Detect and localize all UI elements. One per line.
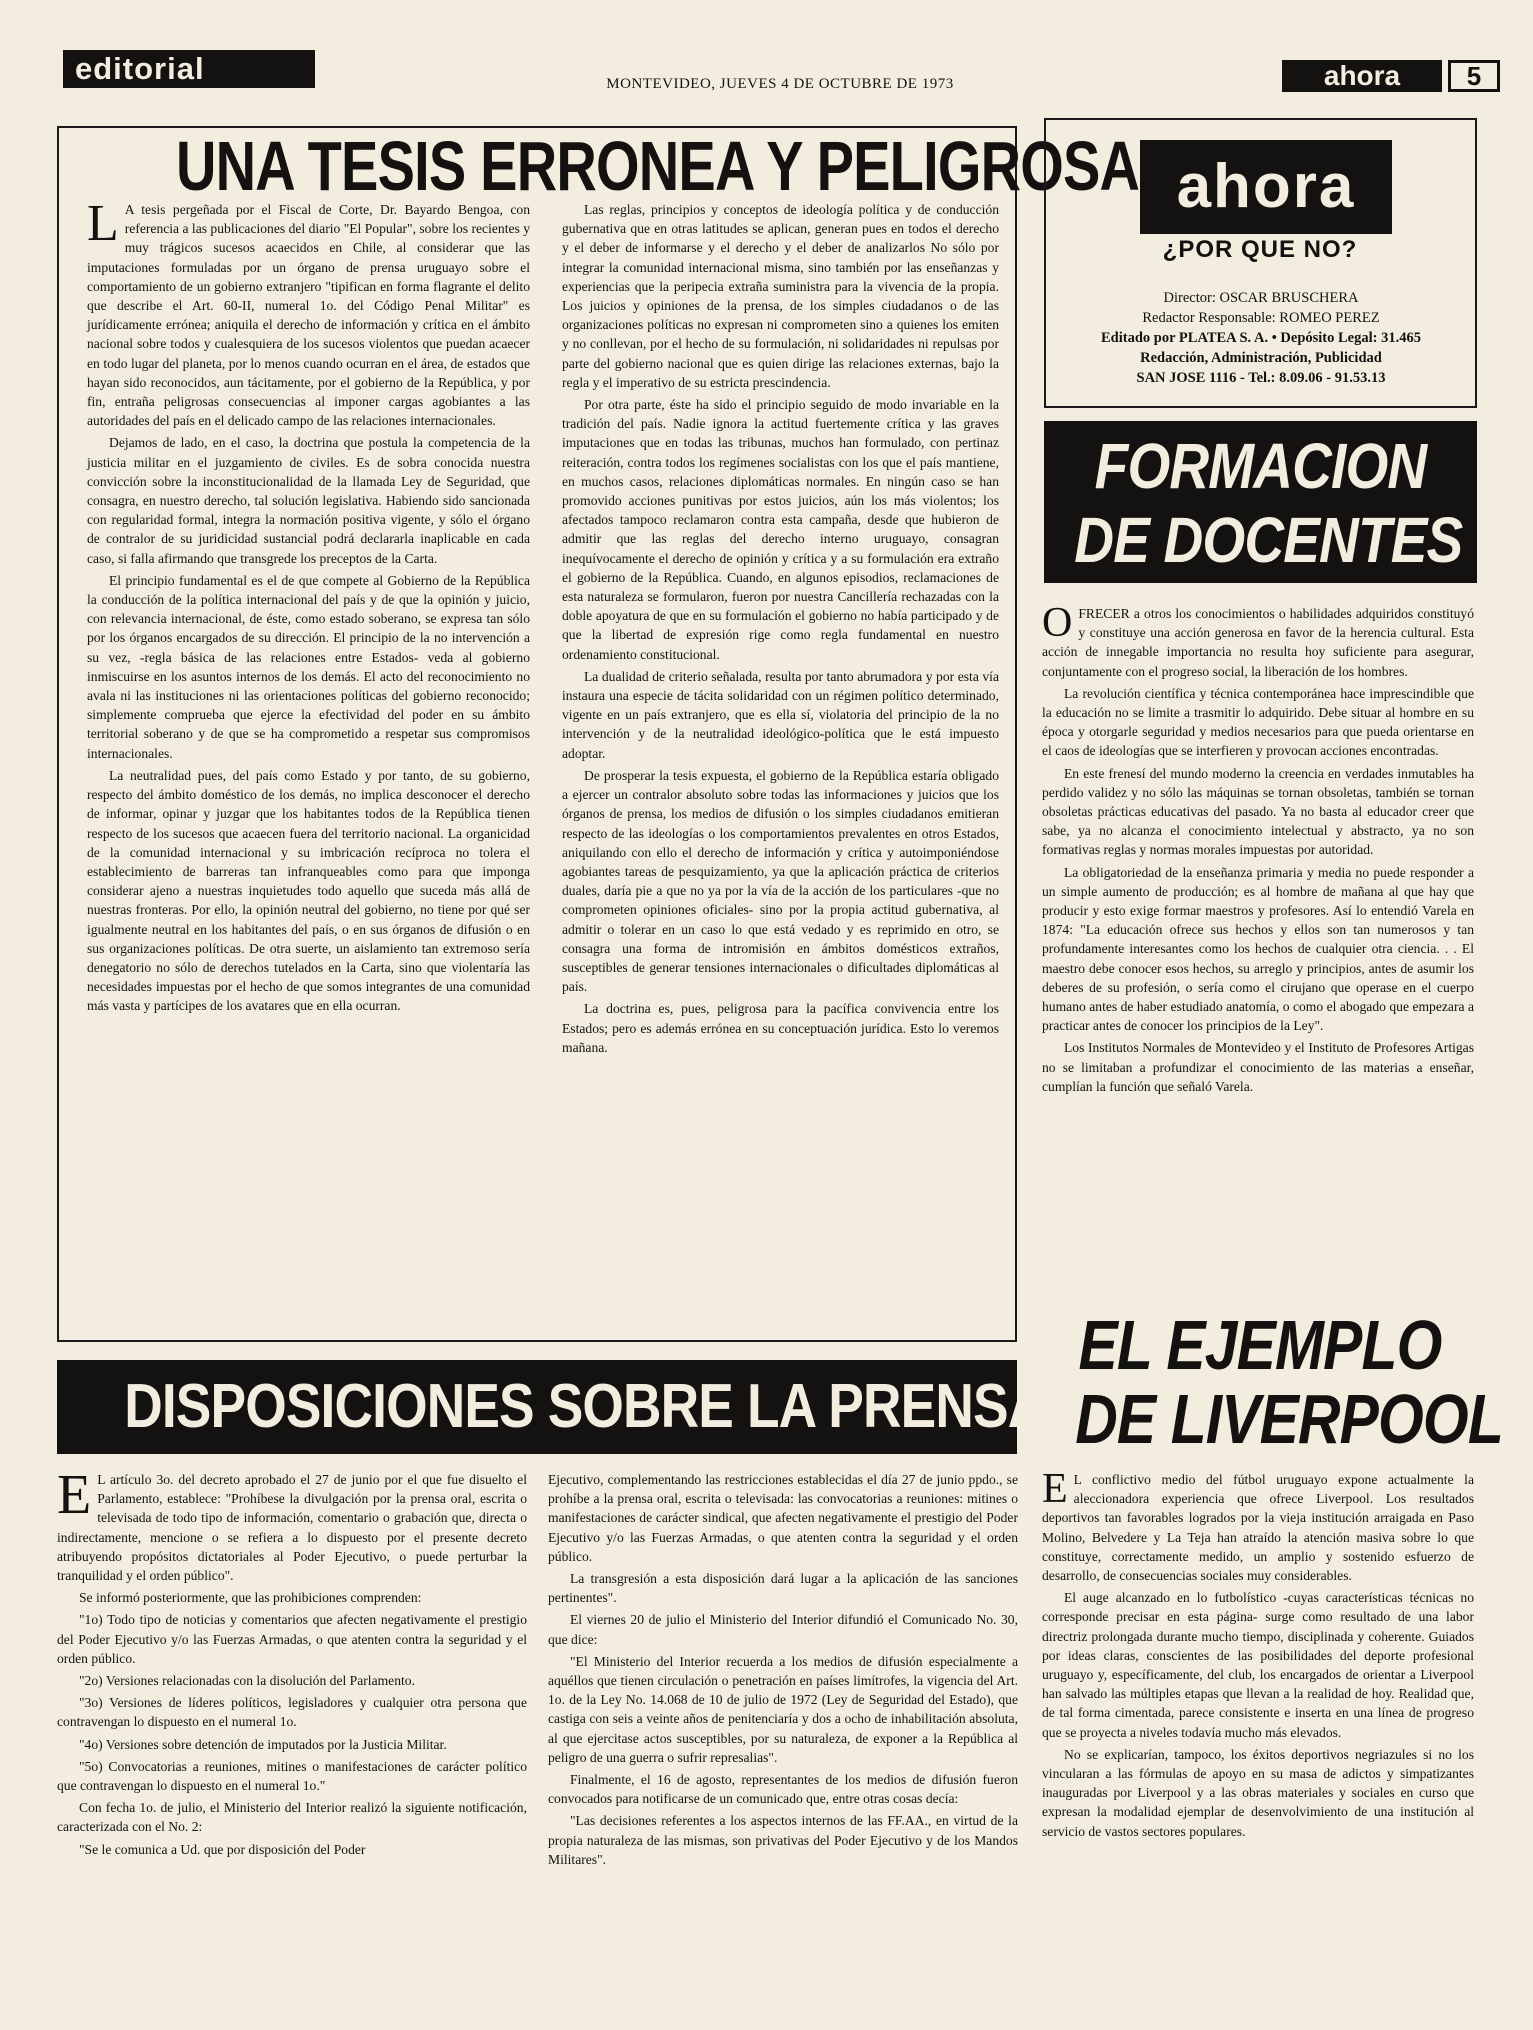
editado-line: Editado por PLATEA S. A. • Depósito Legal: 31.465 — [1101, 330, 1421, 346]
section-label: editorial — [75, 51, 205, 86]
paragraph: A tesis pergeñada por el Fiscal de Corte, Dr. Bayardo Bengoa, con referencia a las publicaciones del diario "El Popular", sobre los recientes y muy trágicos sucesos acaecidos en Chile, al considerar que las imputaciones formuladas por un órgano de prensa uruguayo sobre el comportamiento de un gobierno extranjero "tipifican en forma flagrante el delito que describe el Art. 60-II, numeral 1o. del Código Penal Militar" es jurídicamente errónea; aniquila el derecho de información y crítica en el ámbito nacional sobre todos y cualesquiera de los sucesos violentos que puedan acaecer en todo lugar del planeta, por lo menos cuando ocurran en el área, de estados que hayan sido reconocidos, aun tácitamente, por el gobierno de la República, y por fin, entraña peligrosas consecuencias al imponer cargas agobiantes a las autoridades del país en el delicado campo de las relaciones internacionales. — [87, 202, 530, 429]
direccion-line: SAN JOSE 1116 - Tel.: 8.09.06 - 91.53.13 — [1136, 370, 1386, 386]
ahora-logo: ahora — [1140, 140, 1392, 234]
disposiciones-column-1 — [57, 1464, 527, 2010]
paragraph: De prosperar la tesis expuesta, el gobierno de la República estaría obligado a ejercer un contralor absoluto sobre todas las informaciones y juicios que los órganos de prensa, los medios de difusión o los simples ciudadanos emitieran respecto de las ideologías o los comportamientos prevalentes en otros Estados, aniquilando con ello el derecho de información y crítica y autoimponiéndose agobiantes tareas de pesquizamiento, ya que la aplicación práctica de criterios duales, daría pie a que no ya por la vía de la acción de los particulares -que no comprometen opiniones oficiales- sino por la propia actitud gubernativa, al admitir o tolerar en un caso lo que está vedado y es reprimido en otro, se consagra una forma de intromisión en ámbitos domésticos extraños, susceptibles de generar tensiones internacionales o dificultades diplomáticas al país. — [562, 767, 999, 995]
paragraph: La revolución científica y técnica contemporánea hace imprescindible que la educación no se limite a trasmitir lo adquirido. Debe situar al hombre en su época y otorgarle seguridad y medios necesarios para que pueda orientarse en el caos de ideologías que se interfieren y provocan acciones encontradas. — [1042, 685, 1474, 759]
disposiciones-column-2 — [548, 1470, 1018, 2010]
paragraph: Con fecha 1o. de julio, el Ministerio del Interior realizó la siguiente notificación, caracterizada con el No. 2: — [57, 1800, 527, 1835]
tagline: ¿POR QUE NO? — [1162, 236, 1358, 263]
paragraph: Las reglas, principios y conceptos de ideología política y de conducción gubernativa que en otras latitudes se aplican, generan pues en todos el derecho y el deber de informarse y el derecho y el deber de analizarlos No sólo por integrar la comunidad internacional misma, sino también por las enseñanzas y experiencias que la peripecia extraña suministra para la vivencia de la propia. Los juicios y opiniones de la prensa, de los simples ciudadanos o de las organizaciones políticas no expresan ni comprometen sino a quienes los emiten y no conllevan, por el hecho de su formulación, ni solidaridades ni repulsas por parte del gobierno nacional que es quien dirige las relaciones externas, bajo la regla y el imperativo de su estricta prescindencia. — [562, 202, 999, 390]
paragraph: "5o) Convocatorias a reuniones, mitines o manifestaciones de carácter político que contravengan lo dispuesto en el numeral 1o." — [57, 1758, 527, 1794]
liverpool-body — [1042, 1466, 1474, 2010]
paragraph: "2o) Versiones relacionadas con la disolución del Parlamento. — [79, 1673, 415, 1689]
paragraph: No se explicarían, tampoco, los éxitos deportivos negriazules si no los vincularan a las fórmulas de apoyo en su masa de adictos y simpatizantes inauguradas por Liverpool y a las obras materiales y sociales en curso que expresan la modalidad ejemplar de desenvolvimiento de una institución al servicio de vastos sectores populares. — [1042, 1746, 1474, 1839]
disposiciones-drop-cap: E — [57, 1464, 92, 1526]
paragraph: L conflictivo medio del fútbol uruguayo expone actualmente la aleccionadora experiencia que ofrece Liverpool. Los resultados deportivos tan favorables logrados por la vieja institución arraigada en Paso Molino, Belvedere y La Teja han atraído la atención masiva sobre lo que constituye, correctamente medido, un amplio y sostenido esfuerzo de desarrollo, de consecuencias sociales muy considerables. — [1042, 1472, 1474, 1584]
paragraph: Por otra parte, éste ha sido el principio seguido de modo invariable en la tradición del país. Nadie ignora la actitud fuertemente crítica y las graves imputaciones que en todas las tribunas, muchos han formulado, con pertinaz reiteración, contra todos los regímenes socialistas con los que el país mantiene, en muchos casos, relaciones diplomáticas normales. En ningún caso se han promovido acciones punitivas por estos juicios, aún los más violentos; los afectados tampoco reclamaron contra esta campaña, desde que hubieron de admitir que las reglas del derecho interno uruguayo, consagran inequívocamente el derecho de opinión y crítica y a su formulación era extraño el gobierno de la República. Cuando, en algunos episodios, reclamaciones de esta naturaleza se formularon, fueron por nuestra Cancillería rechazadas con la doble apoyatura de que en su formulación el gobierno no había participado y de que la libertad de expresión rige como regla fundamental en nuestro ordenamiento constitucional. — [562, 397, 999, 662]
liverpool-drop-cap: E — [1042, 1466, 1068, 1512]
paragraph: "El Ministerio del Interior recuerda a los medios de difusión especialmente a aquéllos que tienen circulación o penetración en países limítrofes, la vigencia del Art. 1o. de la Ley No. 14.068 de 10 de julio de 1972 (Ley de Seguridad del Estado), que castiga con seis a veinte años de penitenciaría y dos a ocho de inhabilitación absoluta, al que ejercitase actos susceptibles, por su naturaleza, de exponer a la República al peligro de una guerra o sufrir represalias". — [548, 1653, 1018, 1765]
formacion-headline-line2: DE DOCENTES — [1074, 504, 1463, 576]
paragraph: "Las decisiones referentes a los aspectos internos de las FF.AA., en virtud de la propia naturaleza de las mismas, son privativas del Poder Ejecutivo y de los Mandos Militares". — [548, 1813, 1018, 1867]
director-line: Director: OSCAR BRUSCHERA — [1163, 290, 1359, 306]
paragraph: El principio fundamental es el de que compete al Gobierno de la República la conducción de la política internacional del país y de que la opinión y juicio, con relevancia internacional, de éste, como estado soberano, se expresa tan sólo por los órganos encargados de su dirección. El principio de la no intervención a su vez, -regla básica de las relaciones entre Estados- veda al gobierno inmiscuirse en los asuntos internos de los demás. El acto del reconocimiento no avala ni las instituciones ni las orientaciones políticas del gobierno reconocido; simplemente comprueba que ejerce la efectividad del poder en su ámbito territorial soberano y de que se ha comprometido a respetar sus compromisos internacionales. — [87, 572, 530, 761]
paragraph: La neutralidad pues, del país como Estado y por tanto, de su gobierno, respecto del ámbito doméstico de los demás, no implica desconocer el derecho de informar, opinar y juzgar que los habitantes todos de la República tienen respecto de los sucesos que acaecen fuera del territorio nacional. La organicidad de la comunidad internacional y su imbricación recíproca no tolera el establecimiento de barreras tan infranqueables como para que imponga considerar ajeno a nuestras inquietudes todo aquello que suceda más allá de nuestras fronteras. Por ello, la opinión neutral del gobierno, no tiene por qué ser igualmente neutral en los habitantes del país, o en sus órganos de difusión o en sus organizaciones políticas. De otra suerte, un aislamiento tan extremoso sería denegatorio no sólo de derechos tutelados en la Carta, sino que violentaría las necesidades impuestas por el hecho de que somos integrantes de una comunidad más vasta y partícipes de los avatares que en ella ocurran. — [87, 767, 530, 1014]
paragraph: L artículo 3o. del decreto aprobado el 27 de junio por el que fue disuelto el Parlamento, establece: "Prohíbese la divulgación por la prensa oral, escrita o televisada de todo tipo de información, comentario o grabación que, directa o indirectamente, mencione o se refiera a lo dispuesto por el presente decreto atribuyendo propósitos dictatoriales al Poder Ejecutivo, o puede perturbar la tranquilidad y el orden público". — [57, 1472, 527, 1584]
paragraph: El viernes 20 de julio el Ministerio del Interior difundió el Comunicado No. 30, que dice: — [548, 1612, 1018, 1647]
paragraph: El auge alcanzado en lo futbolístico -cuyas características técnicas no corresponde precisar en esta página- surge como resultado de una labor directriz prolongada durante mucho tiempo, disciplinada y coherente. Guiados por ideas claras, conscientes de las posibilidades del deporte profesional uruguayo y, específicamente, del club, los encargados de orientar a Liverpool han salvado las múltiples etapas que llevan a la realidad de hoy. Realidad que, de tal forma cimentada, parece consistente e inserta en una línea de progreso que se proyecta a niveles todavía mucho más elevados. — [1042, 1590, 1474, 1740]
paper-name: ahora — [1323, 60, 1401, 91]
paragraph: Se informó posteriormente, que las prohibiciones comprenden: — [79, 1590, 422, 1606]
staff-credits — [1056, 288, 1466, 388]
paragraph: "Se le comunica a Ud. que por disposición del Poder — [79, 1841, 366, 1857]
paper-tag — [1282, 60, 1442, 92]
liverpool-headline-line2: DE LIVERPOOL — [1075, 1380, 1503, 1458]
dateline: MONTEVIDEO, JUEVES 4 DE OCTUBRE DE 1973 — [606, 76, 954, 92]
editorial-column-1 — [87, 195, 530, 1332]
formacion-headline-line1: FORMACION — [1094, 430, 1427, 502]
paragraph: La transgresión a esta disposición dará lugar a la aplicación de las sanciones pertinentes". — [548, 1571, 1018, 1606]
paragraph: Dejamos de lado, en el caso, la doctrina que postula la competencia de la justicia militar en el juzgamiento de civiles. Es de sobra conocida nuestra convicción sobre la inconstitucionalidad de la llamada Ley de Seguridad, que consagra, en nuestro derecho, tal solución legislativa. Habiendo sido sancionada con regularidad formal, integra la normación positiva vigente, y sólo el órgano de contralor de su juridicidad sustancial podrá declararla inaplicable en cada caso, si falla afirmando que transgrede los preceptos de la Carta. — [87, 435, 530, 566]
redactor-line: Redactor Responsable: ROMEO PEREZ — [1142, 310, 1380, 326]
redaccion-line: Redacción, Administración, Publicidad — [1140, 350, 1382, 366]
paragraph: La dualidad de criterio señalada, resulta por tanto abrumadora y por esta vía instaura una especie de tácita solidaridad con un régimen político determinado, vigente en un país extranjero, que es ella sí, violatoria del principio de la no intervención y de la neutralidad ideológico-política que le está impuesto adoptar. — [562, 668, 999, 761]
editorial-column-2 — [562, 200, 999, 1332]
main-headline: UNA TESIS ERRONEA Y PELIGROSA — [176, 127, 1140, 205]
paragraph: La obligatoriedad de la enseñanza primaria y media no puede responder a un simple aumento de producción; es al hombre de mañana al que hay que producir y esto exige formar maestros y profesores. Así lo entendió Varela en 1874: "La educación ofrece sus hechos y ellos son tan numerosos y tan profundamente interesantes como los hechos de cualquier otra ciencia. . . El maestro debe conocer esos hechos, su arreglo y principios, antes de asumir los deberes de su profesión, o sería como el cirujano que operase en el cuerpo humano antes de haber estudiado anatomía, o como el abogado que empezara a practicar antes de conocer los principios de la Ley". — [1042, 864, 1474, 1034]
page-number: 5 — [1448, 60, 1500, 92]
paragraph: La doctrina es, pues, peligrosa para la pacífica convivencia entre los Estados; pero es además errónea en su conceptuación jurídica. Esto lo veremos mañana. — [562, 1001, 999, 1055]
paragraph: Finalmente, el 16 de agosto, representantes de los medios de difusión fueron convocados para notificarse de un comunicado que, entre otras cosas decía: — [548, 1772, 1018, 1807]
paragraph: "3o) Versiones de líderes políticos, legisladores y cualquier otra persona que contravengan lo dispuesto en el numeral 1o. — [57, 1695, 527, 1730]
paragraph: "1o) Todo tipo de noticias y comentarios que afecten negativamente el prestigio del Poder Ejecutivo y/o las Fuerzas Armadas, o que atenten contra la seguridad y el orden público. — [57, 1612, 527, 1666]
paragraph: En este frenesí del mundo moderno la creencia en verdades inmutables ha perdido validez y no sólo las máquinas se tornan obsoletas, también se tornan obsoletas prácticas educativas del pasado. Ya no basta al educador creer que sabe, ya no alcanza el conocimiento intelectual y abstracto, ya no son formativas reglas y normas morales impuestas por autoridad. — [1042, 765, 1474, 858]
paragraph: FRECER a otros los conocimientos o habilidades adquiridos constituyó y constituye una acción generosa en favor de la herencia cultural. Esta acción de innegable importancia no resulta hoy suficiente para asegurar, conjuntamente con el progreso social, la liberación de los hombres. — [1042, 606, 1474, 679]
paragraph: "4o) Versiones sobre detención de imputados por la Justicia Militar. — [79, 1736, 447, 1752]
liverpool-headline-line1: EL EJEMPLO — [1078, 1306, 1442, 1384]
section-tag — [63, 50, 315, 88]
formacion-drop-cap: O — [1042, 600, 1073, 646]
paragraph: Los Institutos Normales de Montevideo y el Instituto de Profesores Artigas no se limitaban a profundizar el conocimiento de las materias a enseñar, cumplían la función que señaló Varela. — [1042, 1040, 1474, 1094]
drop-cap: L — [87, 195, 119, 252]
formacion-body — [1042, 600, 1474, 1294]
disposiciones-headline: DISPOSICIONES SOBRE LA PRENSA — [124, 1372, 1046, 1441]
paragraph: Ejecutivo, complementando las restricciones establecidas el día 27 de junio ppdo., se prohíbe a la prensa oral, escrita o televisada: las convocatorias a reuniones: mitines o manifestaciones de carácter sindical, que afecten negativamente el prestigio del Poder Ejecutivo y/o las Fuerzas Armadas, o que atenten contra la seguridad y el orden público. — [548, 1472, 1018, 1564]
